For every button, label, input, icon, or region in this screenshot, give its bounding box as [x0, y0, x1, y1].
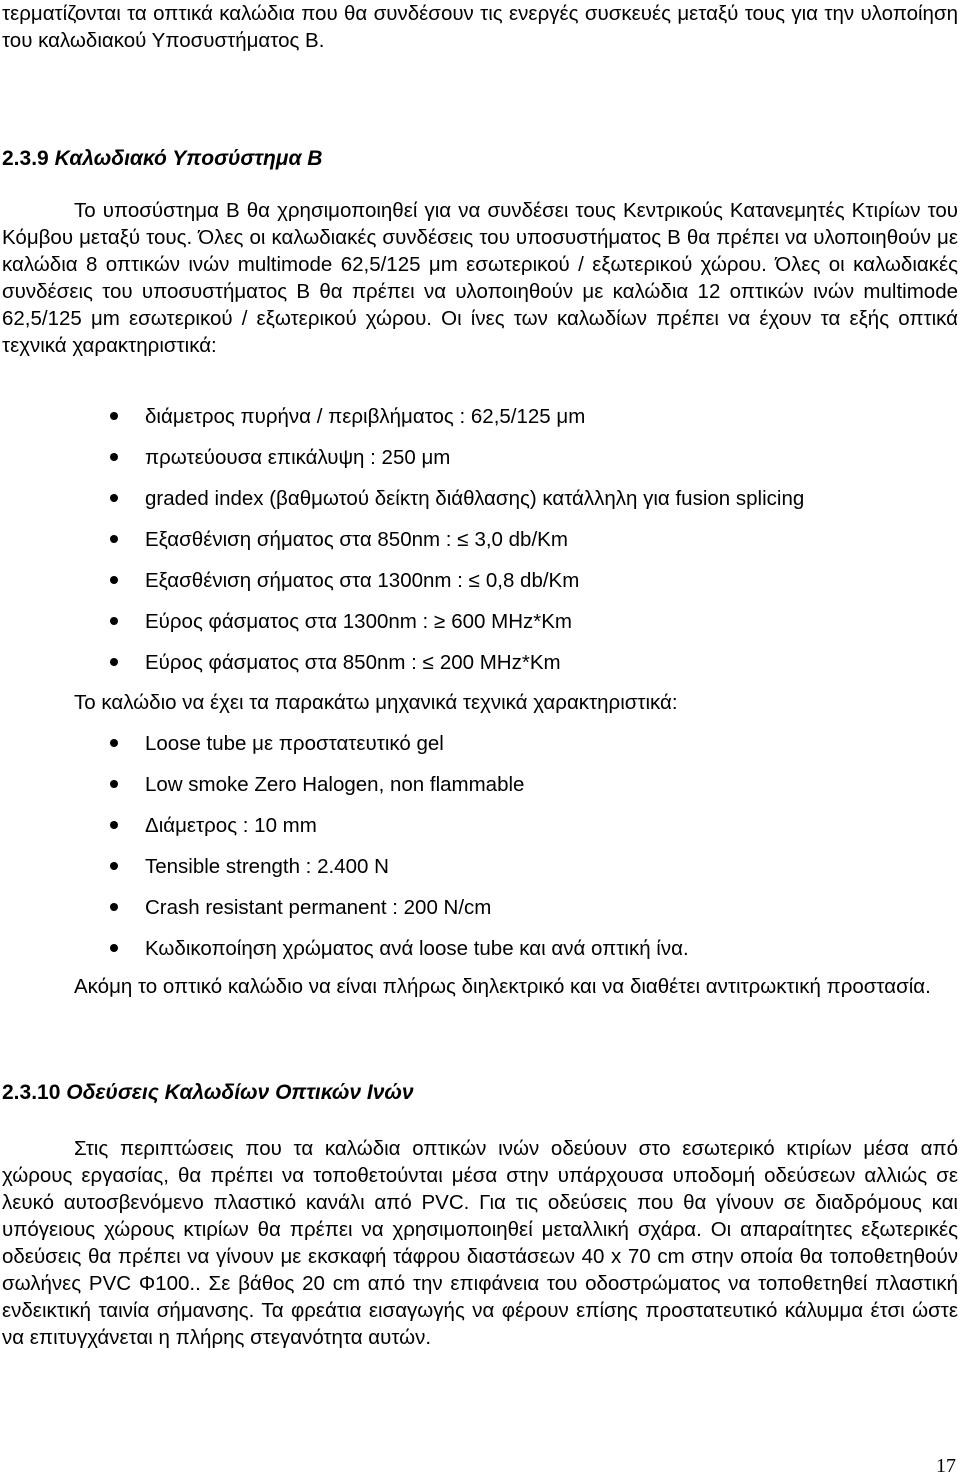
heading-title: Καλωδιακό Υποσύστημα Β	[54, 147, 323, 170]
subsystem-b-paragraph	[2, 197, 958, 359]
bullet-icon	[110, 576, 118, 584]
subsystem-b-text: Το υποσύστημα Β θα χρησιμοποιηθεί για να συνδέσει τους Κεντρικούς Κατανεμητές Κτιρίων του Κόμβου μεταξύ τους. Όλες οι καλωδιακές συνδέσεις του υποσυστήματος Β θα πρέπει να υλοποιηθούν με καλώδια 8 οπτικών ινών multimode 62,5/125 μm εσωτερικού / εξωτερικού χώρου. Όλες οι καλωδιακές συνδέσεις του υποσυστήματος Β θα πρέπει να υλοποιηθούν με καλώδια 12 οπτικών ινών multimode 62,5/125 μm εσωτερικού / εξωτερικού χώρου. Οι ίνες των καλωδίων πρέπει να έχουν τα εξής οπτικά τεχνικά χαρακτηριστικά:	[2, 199, 958, 357]
less-equal-symbol: ≤	[422, 651, 434, 674]
less-equal-symbol: ≤	[457, 528, 469, 551]
section-heading-2-3-9	[2, 145, 322, 172]
bullet-icon	[110, 658, 118, 666]
routes-paragraph	[2, 1135, 958, 1351]
mechanical-intro: Το καλώδιο να έχει τα παρακάτω μηχανικά τεχνικά χαρακτηριστικά:	[74, 691, 678, 714]
list-item: Εξασθένιση σήματος στα 850nm : ≤ 3,0 db/Km	[0, 526, 900, 553]
list-item: Εύρος φάσματος στα 1300nm : ≥ 600 MHz*Km	[0, 608, 900, 635]
list-item: Διάμετρος : 10 mm	[0, 812, 900, 839]
less-equal-symbol: ≤	[468, 569, 480, 592]
list-item: Tensible strength : 2.400 N	[0, 853, 900, 880]
list-item: πρωτεύουσα επικάλυψη : 250 μm	[0, 444, 900, 471]
bullet-icon	[110, 862, 118, 870]
section-heading-2-3-10	[2, 1079, 414, 1106]
page-number: 17	[936, 1455, 956, 1477]
bullet-icon	[110, 780, 118, 788]
list-item: Εξασθένιση σήματος στα 1300nm : ≤ 0,8 db/Km	[0, 567, 900, 594]
heading-number: 2.3.10	[2, 1081, 61, 1104]
heading-title: Οδεύσεις Καλωδίων Οπτικών Ινών	[66, 1081, 414, 1104]
greater-equal-symbol: ≥	[433, 610, 446, 633]
bullet-icon	[110, 617, 118, 625]
list-item: Loose tube με προστατευτικό gel	[0, 730, 900, 757]
list-item: διάμετρος πυρήνα / περιβλήματος : 62,5/125 μm	[0, 403, 900, 430]
bullet-icon	[110, 412, 118, 420]
closing-paragraph	[2, 973, 958, 1000]
intro-paragraph: τερματίζονται τα οπτικά καλώδια που θα συνδέσουν τις ενεργές συσκευές μεταξύ τους για την υλοποίηση του καλωδιακού Υποσυστήματος Β.	[2, 2, 958, 52]
list-item: Κωδικοποίηση χρώματος ανά loose tube και ανά οπτική ίνα.	[0, 935, 900, 962]
bullet-icon	[110, 453, 118, 461]
bullet-icon	[110, 494, 118, 502]
closing-text: Ακόμη το οπτικό καλώδιο να είναι πλήρως διηλεκτρικό και να διαθέτει αντιτρωκτική προστασία.	[74, 975, 931, 998]
list-item: Εύρος φάσματος στα 850nm : ≤ 200 MHz*Km	[0, 649, 900, 676]
list-item: Crash resistant permanent : 200 N/cm	[0, 894, 900, 921]
routes-text: Στις περιπτώσεις που τα καλώδια οπτικών ινών οδεύουν στο εσωτερικό κτιρίων μέσα από χώρους εργασίας, θα πρέπει να τοποθετούνται μέσα στην υπάρχουσα υποδομή οδεύσεων αλλιώς σε λευκό αυτοσβενόμενο πλαστικό κανάλι από PVC. Για τις οδεύσεις που θα γίνουν σε διαδρόμους και υπόγειους χώρους κτιρίων θα πρέπει να χρησιμοποιηθεί μεταλλική σχάρα. Οι απαραίτητες εξωτερικές οδεύσεις θα πρέπει να γίνουν με εκσκαφή τάφρου διαστάσεων 40 x 70 cm στην οποία θα τοποθετηθούν σωλήνες PVC Φ100.. Σε βάθος 20 cm από την επιφάνεια του οδοστρώματος να τοποθετηθεί πλαστική ενδεικτική ταινία σήμανσης. Τα φρεάτια εισαγωγής να φέρουν επίσης προστατευτικό κάλυμμα έτσι ώστε να επιτυγχάνεται η πλήρης στεγανότητα αυτών.	[2, 1137, 958, 1349]
bullet-icon	[110, 903, 118, 911]
list-item: graded index (βαθμωτού δείκτη διάθλασης) κατάλληλη για fusion splicing	[0, 485, 900, 512]
bullet-icon	[110, 944, 118, 952]
bullet-icon	[110, 535, 118, 543]
bullet-icon	[110, 739, 118, 747]
bullet-icon	[110, 821, 118, 829]
list-item: Low smoke Zero Halogen, non flammable	[0, 771, 900, 798]
heading-number: 2.3.9	[2, 147, 49, 170]
